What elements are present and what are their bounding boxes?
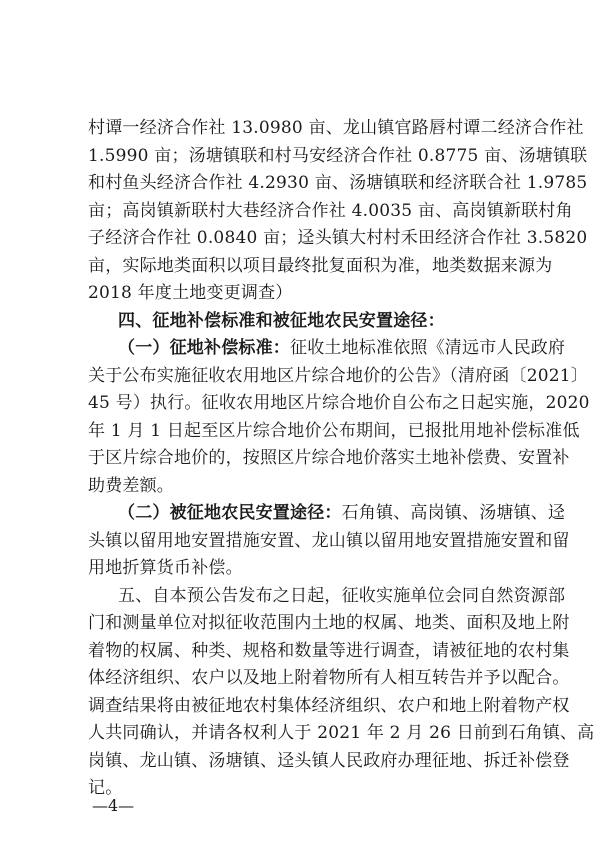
paragraph-line: 子经济合作社 0.0840 亩；迳头镇大村村禾田经济合作社 3.5820 [88, 228, 588, 248]
subsection-first-line [88, 500, 566, 528]
paragraph-line: 人共同确认，并请各权利人于 2021 年 2 月 26 日前到石角镇、高 [88, 723, 595, 743]
subsection-text: 征收土地标准依照《清远市人民政府 [290, 338, 566, 358]
paragraph-line: 亩，实际地类面积以项目最终批复面积为准，地类数据来源为 [88, 255, 553, 276]
paragraph-line: 门和测量单位对拟征收范围内土地的权属、地类、面积及地上附 [88, 613, 570, 633]
paragraph-line: 体经济组织、农户以及地上附着物所有人相互转告并予以配合。 [88, 668, 570, 688]
subsection-text: 石角镇、高岗镇、汤塘镇、迳 [341, 503, 566, 523]
paragraph-line: 于区片综合地价的，按照区片综合地价落实土地补偿费、安置补 [88, 448, 570, 468]
paragraph-line: 和村鱼头经济合作社 4.2930 亩、汤塘镇联和经济联合社 1.9785 [88, 173, 588, 193]
paragraph-line: 头镇以留用地安置措施安置、龙山镇以留用地安置措施安置和留 [88, 530, 570, 551]
paragraph-line: 助费差额。 [88, 475, 174, 496]
paragraph-line: 45 号）执行。征收农用地区片综合地价自公布之日起实施，2020 [88, 393, 590, 413]
subsection-label: （二）被征地农民安置途径： [118, 503, 342, 523]
paragraph-line: 岗镇、龙山镇、汤塘镇、迳头镇人民政府办理征地、拆迁补偿登 [88, 750, 570, 771]
paragraph-line: 亩；高岗镇新联村大巷经济合作社 4.0035 亩、高岗镇新联村角 [88, 200, 573, 221]
paragraph-line: 关于公布实施征收农用地区片综合地价的公告》（清府函〔2021〕 [88, 365, 588, 386]
paragraph-line: 村谭一经济合作社 13.0980 亩、龙山镇官路唇村谭二经济合作社 [88, 118, 584, 138]
subsection-label: （一）征地补偿标准： [118, 338, 290, 358]
document-body [88, 115, 595, 803]
paragraph-line: 记。 [88, 778, 123, 798]
paragraph-line: 年 1 月 1 日起至区片综合地价公布期间，已报批用地补偿标准低 [88, 420, 580, 441]
paragraph-line: 2018 年度土地变更调查） [88, 283, 293, 303]
paragraph-line: 调查结果将由被征地农村集体经济组织、农户和地上附着物产权 [88, 695, 570, 716]
paragraph-line: 用地折算货币补偿。 [88, 558, 243, 578]
paragraph-line: 五、自本预公告发布之日起，征收实施单位会同自然资源部 [118, 585, 566, 606]
paragraph-line: 着物的权属、种类、规格和数量等进行调查，请被征地的农村集 [88, 640, 570, 661]
paragraph-line: 1.5990 亩；汤塘镇联和村马安经济合作社 0.8775 亩、汤塘镇联 [88, 145, 588, 166]
subsection-first-line [88, 335, 566, 363]
page-number: —4— [92, 796, 135, 815]
section-heading: 四、征地补偿标准和被征地农民安置途径： [118, 310, 445, 331]
